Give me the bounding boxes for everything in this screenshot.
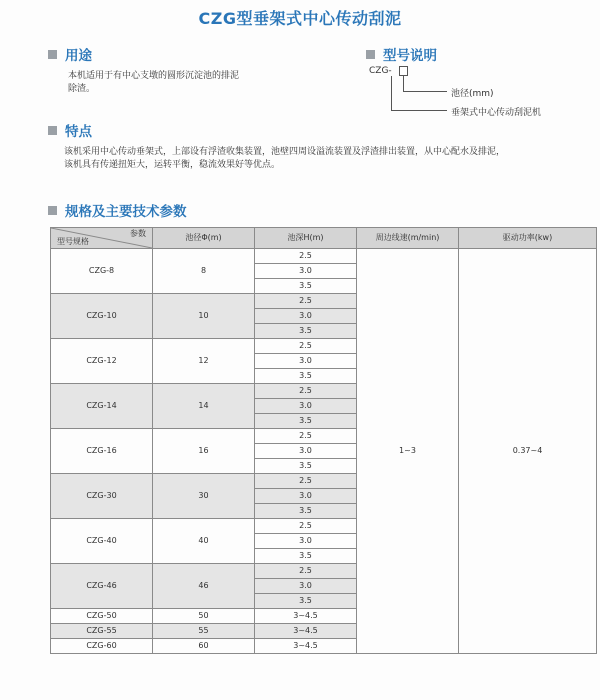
model-cell: CZG-40 [51,519,153,564]
depth-cell: 2.5 [255,474,357,489]
model-cell: CZG-10 [51,294,153,339]
depth-cell: 2.5 [255,429,357,444]
diameter-cell: 14 [153,384,255,429]
model-code: CZG- [369,66,392,76]
diameter-cell: 10 [153,294,255,339]
features-text-line-2: 该机具有传递扭矩大，运转平衡，稳流效果好等优点。 [64,160,281,170]
power-cell: 0.37~4 [459,249,597,654]
model-cell: CZG-12 [51,339,153,384]
depth-cell: 3.0 [255,309,357,324]
depth-cell: 3.5 [255,594,357,609]
depth-cell: 3.5 [255,279,357,294]
features-text [64,146,505,172]
square-bullet-icon [48,50,57,59]
model-diameter-box [399,66,408,76]
depth-cell: 3.0 [255,579,357,594]
corner-header [51,228,153,249]
depth-cell: 3.0 [255,354,357,369]
model-cell: CZG-30 [51,474,153,519]
usage-text [68,70,239,96]
model-cell: CZG-50 [51,609,153,624]
depth-header: 池深H(m) [255,228,357,249]
model-label-diameter: 池径(mm) [451,89,494,99]
square-bullet-icon [366,50,375,59]
model-cell: CZG-60 [51,639,153,654]
diameter-cell: 30 [153,474,255,519]
depth-cell: 2.5 [255,339,357,354]
depth-cell: 3.0 [255,489,357,504]
speed-header: 周边线速(m/min) [357,228,459,249]
diameter-cell: 16 [153,429,255,474]
features-text-line-1: 该机采用中心传动垂架式，上部设有浮渣收集装置，池壁四周设溢流装置及浮渣排出装置，从中心配水及排泥， [64,147,506,157]
usage-heading [48,44,92,64]
depth-cell: 2.5 [255,564,357,579]
diameter-cell: 60 [153,639,255,654]
page-title: CZG型垂架式中心传动刮泥 [198,9,402,28]
specs-table [50,227,597,654]
model-cell: CZG-14 [51,384,153,429]
power-header: 驱动功率(kw) [459,228,597,249]
diameter-cell: 12 [153,339,255,384]
diameter-header: 池径Φ(m) [153,228,255,249]
depth-cell: 2.5 [255,519,357,534]
diameter-cell: 40 [153,519,255,564]
depth-cell: 3.5 [255,459,357,474]
depth-cell: 3.5 [255,414,357,429]
square-bullet-icon [48,206,57,215]
diameter-cell: 55 [153,624,255,639]
corner-header-top: 参数 [130,229,146,238]
diameter-cell: 8 [153,249,255,294]
depth-cell: 3.0 [255,264,357,279]
model-heading [366,44,437,64]
speed-cell: 1~3 [357,249,459,654]
model-cell: CZG-46 [51,564,153,609]
model-cell: CZG-16 [51,429,153,474]
depth-cell: 3~4.5 [255,639,357,654]
depth-cell: 3.5 [255,549,357,564]
diameter-cell: 46 [153,564,255,609]
square-bullet-icon [48,126,57,135]
depth-cell: 2.5 [255,384,357,399]
depth-cell: 3~4.5 [255,624,357,639]
depth-cell: 3~4.5 [255,609,357,624]
depth-cell: 3.0 [255,444,357,459]
usage-text-line-1: 本机适用于有中心支墩的圆形沉淀池的排泥 [68,71,240,81]
depth-cell: 3.5 [255,504,357,519]
depth-cell: 3.0 [255,534,357,549]
table-header-row [51,228,597,249]
specs-heading [48,200,187,220]
depth-cell: 2.5 [255,294,357,309]
model-label-name: 垂架式中心传动刮泥机 [451,108,542,118]
depth-cell: 3.5 [255,324,357,339]
features-heading-text: 特点 [65,124,92,140]
depth-cell: 3.5 [255,369,357,384]
diameter-cell: 50 [153,609,255,624]
model-cell: CZG-8 [51,249,153,294]
usage-text-line-2: 除渣。 [68,84,96,94]
features-heading [48,120,92,140]
specs-heading-text: 规格及主要技术参数 [65,204,187,220]
model-cell: CZG-55 [51,624,153,639]
model-heading-text: 型号说明 [383,48,437,64]
table-row [51,249,597,264]
depth-cell: 3.0 [255,399,357,414]
depth-cell: 2.5 [255,249,357,264]
corner-header-bottom: 型号规格 [57,237,89,246]
usage-heading-text: 用途 [65,48,92,64]
